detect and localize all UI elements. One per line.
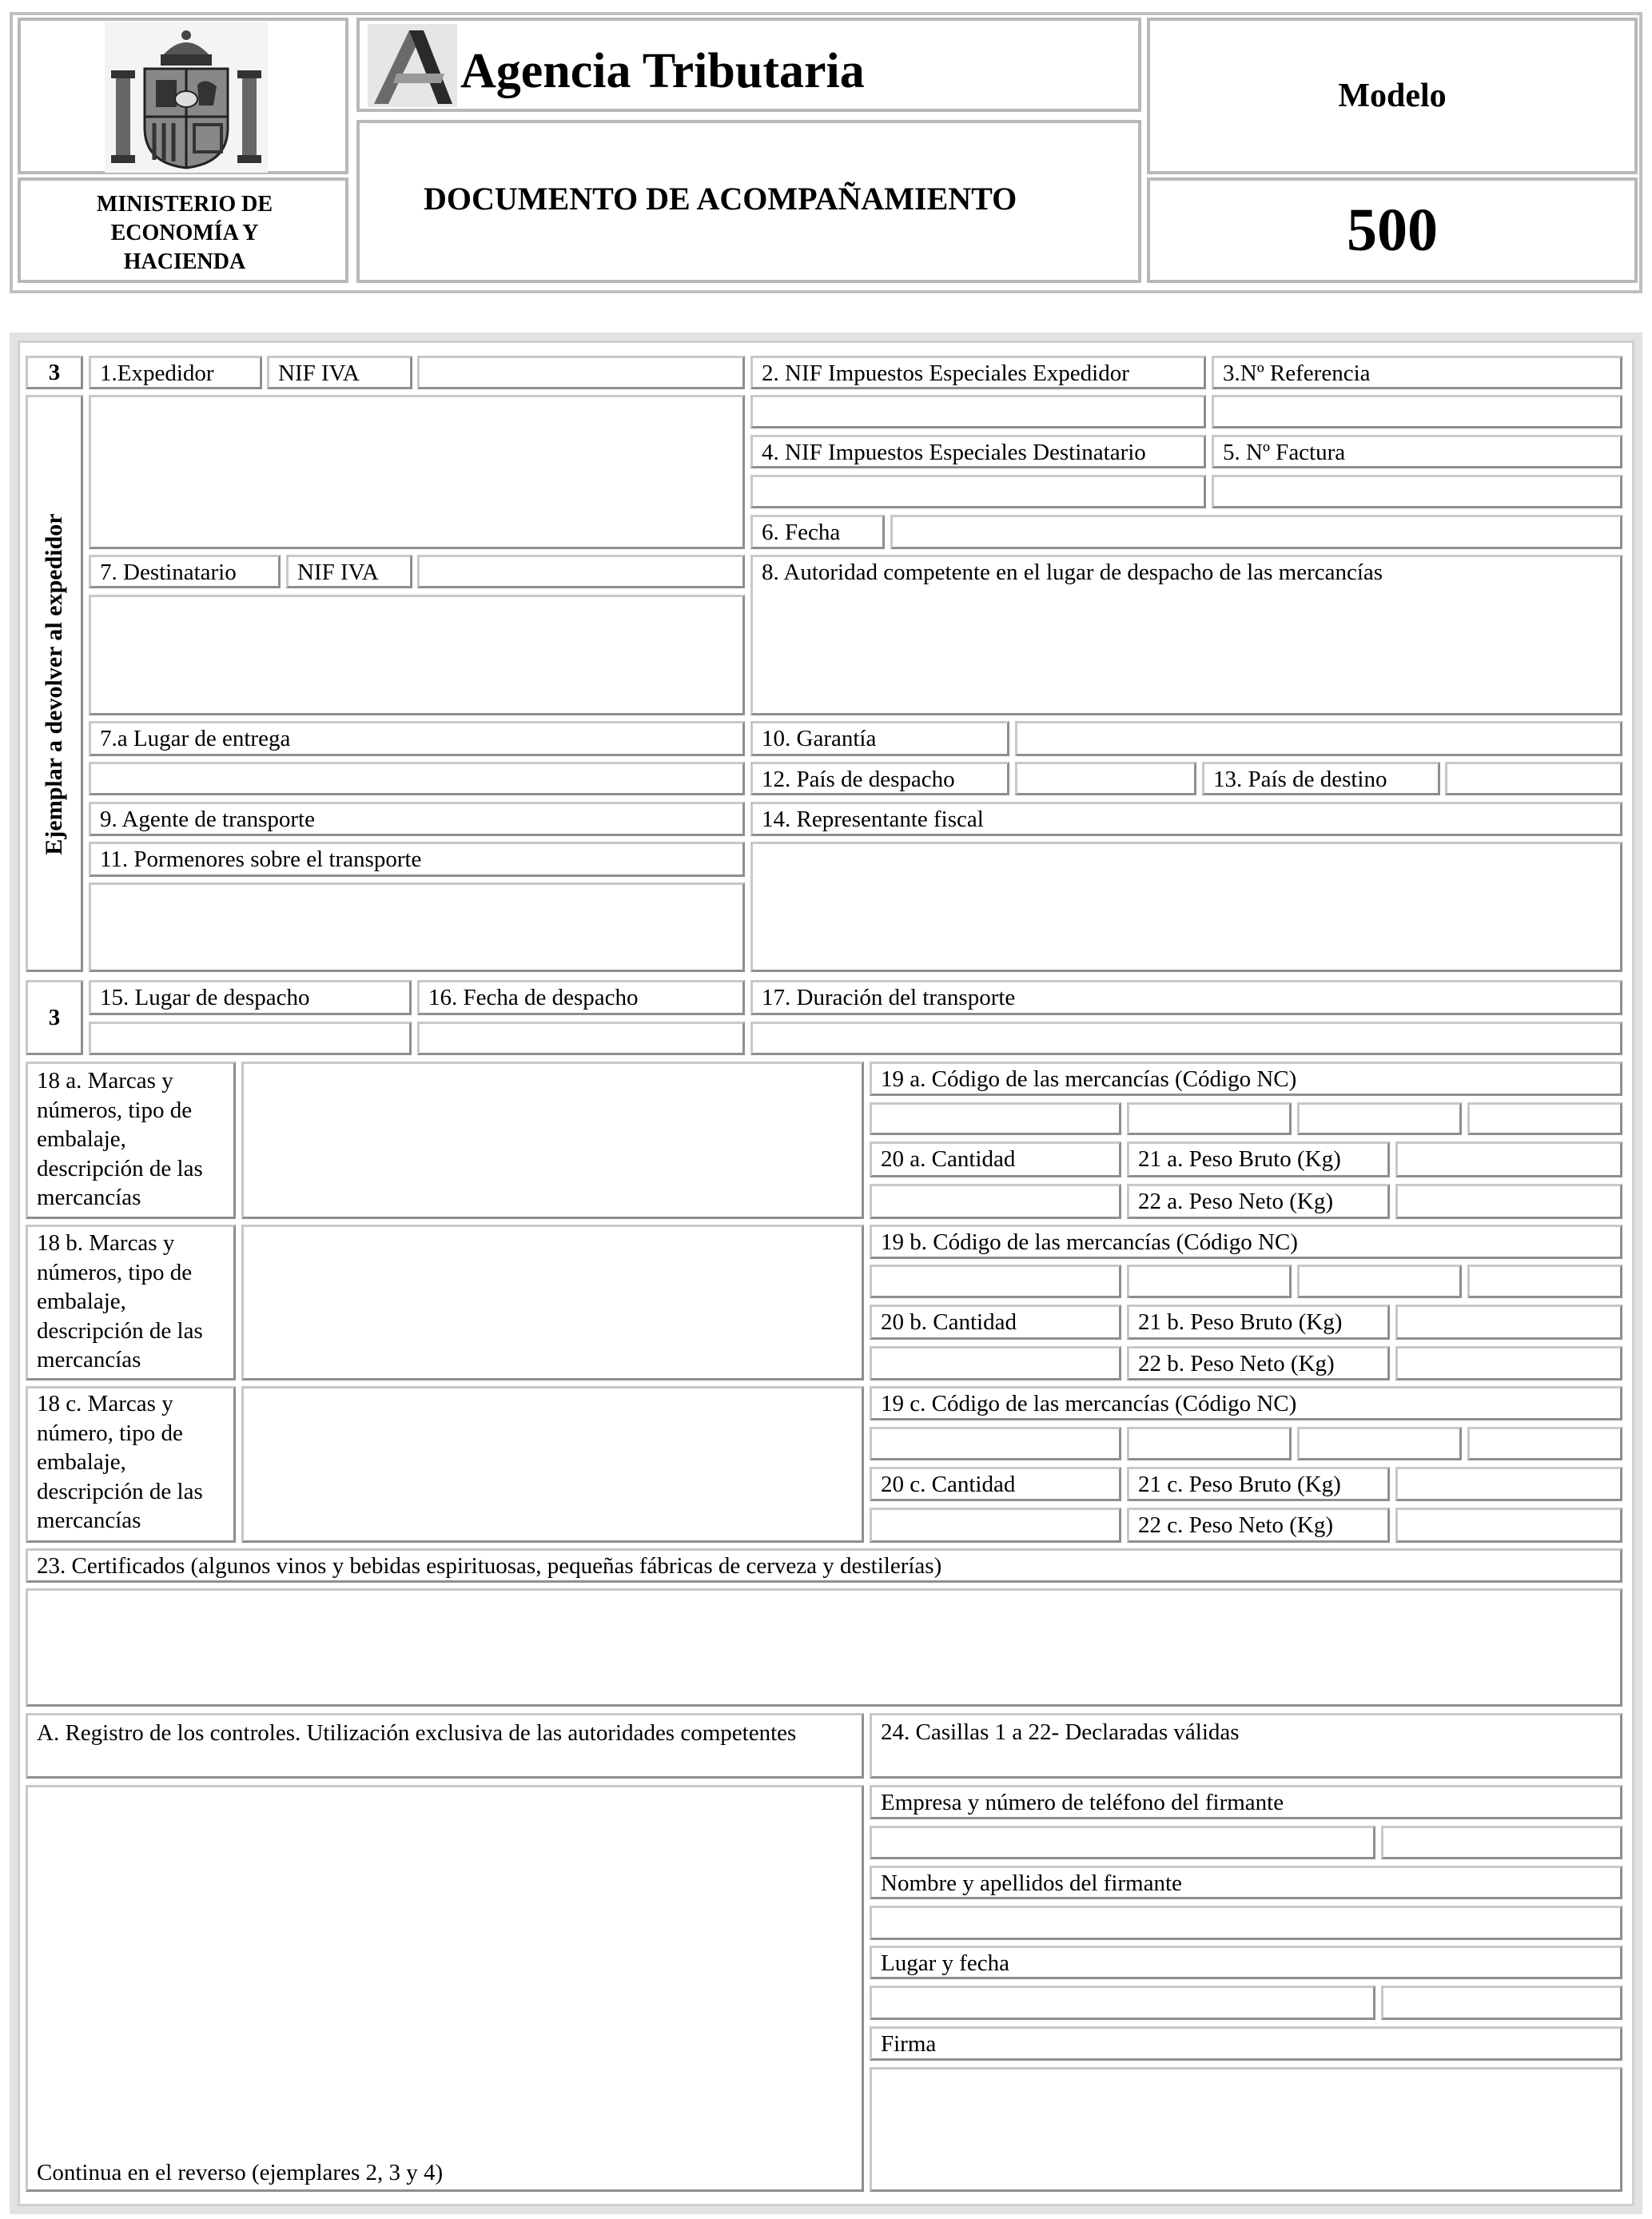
label-nif-iva-7: NIF IVA — [297, 560, 379, 585]
label-21b: 21 b. Peso Bruto (Kg) — [1138, 1309, 1343, 1335]
cantidad-c-field[interactable] — [870, 1508, 1121, 1543]
peso-bruto-a-field[interactable] — [1395, 1141, 1622, 1177]
duracion-field[interactable] — [750, 1022, 1622, 1055]
descripcion-a-field[interactable] — [241, 1062, 864, 1219]
label-A-registro: A. Registro de los controles. Utilización exclusiva de las autoridades competentes — [37, 1720, 797, 1746]
label-7a-lugar-entrega: 7.a Lugar de entrega — [100, 726, 291, 751]
referencia-field[interactable] — [1212, 395, 1622, 428]
label-2-nif-ie-expedidor: 2. NIF Impuestos Especiales Expedidor — [762, 361, 1129, 386]
label-firma: Firma — [881, 2031, 937, 2057]
garantia-field[interactable] — [1015, 721, 1622, 756]
label-11-pormenores: 11. Pormenores sobre el transporte — [100, 847, 422, 872]
coat-of-arms-cell — [18, 18, 348, 174]
factura-field[interactable] — [1212, 475, 1622, 508]
label-14-representante: 14. Representante fiscal — [762, 807, 984, 832]
fecha-firma-field[interactable] — [1381, 1986, 1622, 2020]
pais-destino-field[interactable] — [1445, 762, 1622, 795]
label-19b: 19 b. Código de las mercancías (Código NC) — [881, 1229, 1298, 1255]
peso-bruto-c-field[interactable] — [1395, 1467, 1622, 1501]
label-10-garantia: 10. Garantía — [762, 726, 877, 751]
copy-number-2: 3 — [48, 1005, 61, 1030]
lugar-entrega-field[interactable] — [89, 762, 745, 795]
label-23-certificados: 23. Certificados (algunos vinos y bebidas espirituosas, pequeñas fábricas de cerveza y destilerías) — [37, 1553, 942, 1579]
peso-neto-b-field[interactable] — [1395, 1346, 1622, 1380]
modelo-label-cell — [1147, 18, 1638, 174]
registro-controles-field[interactable] — [26, 1785, 864, 2192]
coat-of-arms-icon — [105, 22, 268, 173]
agency-cell — [356, 18, 1141, 112]
label-9-agente: 9. Agente de transporte — [100, 807, 315, 832]
descripcion-c-field[interactable] — [241, 1386, 864, 1543]
agency-logo-icon — [368, 24, 457, 107]
destinatario-field[interactable] — [89, 595, 745, 715]
continua-note: Continua en el reverso (ejemplares 2, 3 y 4) — [37, 2160, 444, 2185]
pormenores-field[interactable] — [89, 882, 745, 972]
modelo-number-cell — [1147, 177, 1638, 283]
label-4-nif-ie-destinatario: 4. NIF Impuestos Especiales Destinatario — [762, 440, 1146, 465]
label-nif-iva-1: NIF IVA — [278, 361, 360, 386]
nif-ie-destinatario-field[interactable] — [750, 475, 1206, 508]
label-7-destinatario: 7. Destinatario — [100, 560, 237, 585]
label-18b: 18 b. Marcas y números, tipo de embalaje, descripción de las mercancías — [37, 1230, 203, 1372]
label-24-declaradas: 24. Casillas 1 a 22- Declaradas válidas — [881, 1719, 1240, 1745]
label-19a: 19 a. Código de las mercancías (Código NC) — [881, 1066, 1297, 1092]
ministry-cell — [18, 177, 348, 283]
label-6-fecha: 6. Fecha — [762, 520, 841, 545]
nif-ie-expedidor-field[interactable] — [750, 395, 1206, 428]
codigo-nc-c-2[interactable] — [1127, 1427, 1292, 1460]
codigo-nc-c-4[interactable] — [1467, 1427, 1622, 1460]
peso-neto-a-field[interactable] — [1395, 1184, 1622, 1219]
descripcion-b-field[interactable] — [241, 1225, 864, 1380]
modelo-label: Modelo — [1338, 78, 1447, 114]
codigo-nc-b-1[interactable] — [870, 1265, 1121, 1298]
label-20b: 20 b. Cantidad — [881, 1309, 1017, 1335]
label-5-factura: 5. Nº Factura — [1223, 440, 1346, 465]
side-label: Ejemplar a devolver al expedidor — [41, 513, 67, 855]
codigo-nc-a-1[interactable] — [870, 1102, 1121, 1135]
label-1-expedidor: 1.Expedidor — [100, 361, 214, 386]
modelo-number: 500 — [1347, 197, 1438, 264]
doc-title-cell — [356, 120, 1141, 283]
firma-field[interactable] — [870, 2067, 1622, 2192]
label-20a: 20 a. Cantidad — [881, 1146, 1016, 1172]
label-21c: 21 c. Peso Bruto (Kg) — [1138, 1472, 1341, 1497]
codigo-nc-a-2[interactable] — [1127, 1102, 1292, 1135]
label-21a: 21 a. Peso Bruto (Kg) — [1138, 1146, 1341, 1172]
fecha-field[interactable] — [890, 515, 1622, 549]
label-16-fecha-despacho: 16. Fecha de despacho — [428, 985, 639, 1010]
label-17-duracion: 17. Duración del transporte — [762, 985, 1016, 1010]
codigo-nc-a-3[interactable] — [1297, 1102, 1462, 1135]
label-22b: 22 b. Peso Neto (Kg) — [1138, 1351, 1335, 1376]
label-18a: 18 a. Marcas y números, tipo de embalaje, descripción de las mercancías — [37, 1068, 203, 1210]
label-18c: 18 c. Marcas y número, tipo de embalaje, descripción de las mercancías — [37, 1391, 203, 1533]
nombre-field[interactable] — [870, 1906, 1622, 1940]
peso-bruto-b-field[interactable] — [1395, 1305, 1622, 1340]
label-8-autoridad: 8. Autoridad competente en el lugar de despacho de las mercancías — [762, 560, 1383, 585]
label-19c: 19 c. Código de las mercancías (Código NC) — [881, 1391, 1297, 1416]
expedidor-field[interactable] — [89, 395, 745, 549]
certificados-field[interactable] — [26, 1588, 1622, 1707]
box-firma-label — [870, 2026, 1622, 2061]
agency-name: Agencia Tributaria — [460, 44, 865, 98]
codigo-nc-b-4[interactable] — [1467, 1265, 1622, 1298]
label-13-pais-destino: 13. País de destino — [1213, 767, 1387, 792]
label-12-pais-despacho: 12. País de despacho — [762, 767, 955, 792]
codigo-nc-b-3[interactable] — [1297, 1265, 1462, 1298]
label-lugar-fecha: Lugar y fecha — [881, 1950, 1010, 1976]
copy-number: 3 — [48, 360, 61, 385]
codigo-nc-b-2[interactable] — [1127, 1265, 1292, 1298]
cantidad-a-field[interactable] — [870, 1184, 1121, 1219]
codigo-nc-c-3[interactable] — [1297, 1427, 1462, 1460]
nif-iva-7-field[interactable] — [417, 555, 745, 588]
cantidad-b-field[interactable] — [870, 1346, 1121, 1380]
ministry-name: MINISTERIO DE ECONOMÍA Y HACIENDA — [96, 192, 273, 274]
codigo-nc-c-1[interactable] — [870, 1427, 1121, 1460]
label-20c: 20 c. Cantidad — [881, 1472, 1016, 1497]
label-3-referencia: 3.Nº Referencia — [1223, 361, 1371, 386]
label-empresa-telefono: Empresa y número de teléfono del firmante — [881, 1790, 1284, 1815]
label-22a: 22 a. Peso Neto (Kg) — [1138, 1189, 1334, 1214]
label-15-lugar-despacho: 15. Lugar de despacho — [100, 985, 310, 1010]
label-nombre-apellidos: Nombre y apellidos del firmante — [881, 1870, 1182, 1896]
representante-field[interactable] — [750, 842, 1622, 972]
empresa-field[interactable] — [870, 1826, 1375, 1859]
peso-neto-c-field[interactable] — [1395, 1508, 1622, 1543]
pais-despacho-field[interactable] — [1015, 762, 1196, 795]
doc-title: DOCUMENTO DE ACOMPAÑAMIENTO — [424, 181, 1017, 217]
lugar-despacho-field[interactable] — [89, 1022, 412, 1055]
fecha-despacho-field[interactable] — [417, 1022, 745, 1055]
nif-iva-1-field[interactable] — [417, 356, 745, 389]
lugar-field[interactable] — [870, 1986, 1375, 2020]
telefono-field[interactable] — [1381, 1826, 1622, 1859]
label-22c: 22 c. Peso Neto (Kg) — [1138, 1512, 1334, 1538]
codigo-nc-a-4[interactable] — [1467, 1102, 1622, 1135]
